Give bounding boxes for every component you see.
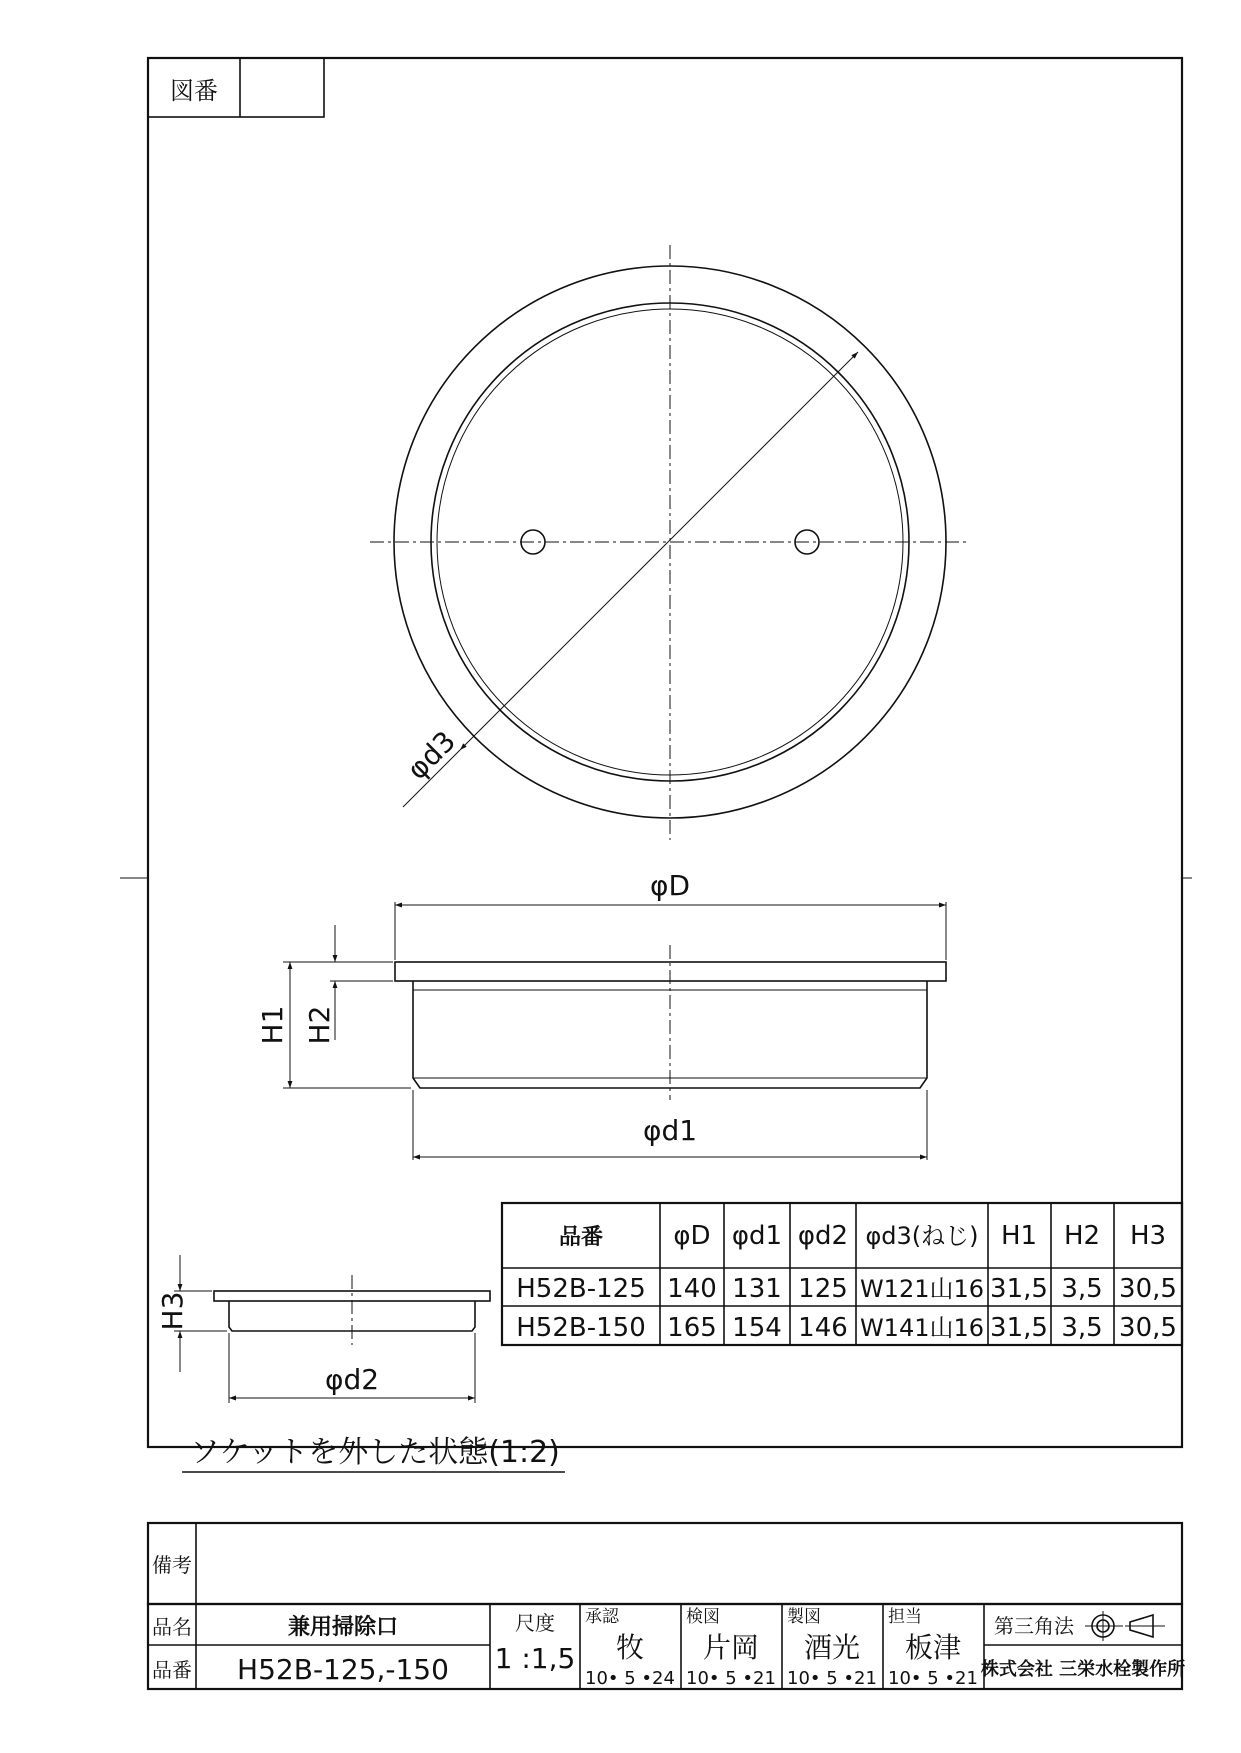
check-label: 検図	[686, 1607, 720, 1627]
cell-H2: 3,5	[1061, 1313, 1103, 1343]
charge-label: 担当	[888, 1607, 922, 1627]
cell-d2: 146	[798, 1313, 848, 1343]
part-number: H52B-125,-150	[237, 1653, 449, 1686]
title-block	[148, 1604, 1185, 1689]
cell-d2: 125	[798, 1274, 848, 1304]
cell-part-no: H52B-150	[516, 1313, 646, 1343]
scale-label: 尺度	[515, 1611, 555, 1635]
H2-dimension-label: H2	[303, 1005, 336, 1045]
cell-d1: 154	[732, 1313, 782, 1343]
part-label: 品番	[152, 1658, 192, 1682]
projection-label: 第三角法	[994, 1614, 1074, 1638]
product-name: 兼用掃除口	[287, 1615, 399, 1640]
header-H2: H2	[1063, 1221, 1101, 1251]
approval-name: 牧	[615, 1631, 645, 1664]
cell-d3: W141山16	[859, 1314, 985, 1342]
remarks-box	[148, 1523, 1182, 1604]
header-d1: φd1	[731, 1221, 783, 1251]
elevation-view	[256, 869, 946, 1160]
remarks-border	[148, 1523, 1182, 1604]
drawn-name: 酒光	[803, 1631, 861, 1664]
table-row	[516, 1274, 1177, 1304]
check-date: 10• 5 •21	[686, 1668, 776, 1689]
charge-name: 板津	[904, 1631, 962, 1664]
plan-view	[370, 245, 970, 840]
H1-dimension-label: H1	[256, 1005, 289, 1045]
company-name: 株式会社 三栄水栓製作所	[980, 1659, 1186, 1680]
scale-value: 1 :1,5	[494, 1642, 576, 1675]
header-D: φD	[673, 1221, 711, 1251]
approval-date: 10• 5 •24	[585, 1668, 675, 1689]
cell-d1: 131	[732, 1274, 782, 1304]
drawing-number-label: 図番	[170, 77, 218, 105]
d1-dimension-label: φd1	[642, 1114, 698, 1147]
header-H1: H1	[1000, 1221, 1038, 1251]
header-d2: φd2	[797, 1221, 849, 1251]
drawn-label: 製図	[787, 1607, 821, 1627]
third-angle-projection-icon	[1085, 1611, 1165, 1641]
charge-date: 10• 5 •21	[888, 1668, 978, 1689]
cell-D: 140	[667, 1274, 717, 1304]
cell-D: 165	[667, 1313, 717, 1343]
cell-H1: 31,5	[990, 1313, 1048, 1343]
table-row	[516, 1313, 1177, 1343]
drawing-number-box	[148, 58, 324, 117]
drawn-date: 10• 5 •21	[787, 1668, 877, 1689]
header-H3: H3	[1129, 1221, 1167, 1251]
name-label: 品名	[152, 1615, 192, 1639]
remarks-label: 備考	[152, 1553, 192, 1577]
spec-table	[502, 1203, 1182, 1345]
approval-label: 承認	[585, 1607, 619, 1627]
cell-part-no: H52B-125	[516, 1274, 646, 1304]
header-d3: φd3(ねじ)	[865, 1222, 979, 1250]
H3-dimension-label: H3	[156, 1291, 189, 1331]
cell-H3: 30,5	[1119, 1274, 1177, 1304]
d3-dimension-label: φd3	[400, 724, 463, 787]
cell-d3: W121山16	[859, 1275, 985, 1303]
socket-caption: ソケットを外した状態(1:2)	[190, 1435, 560, 1470]
check-name: 片岡	[702, 1631, 760, 1664]
cell-H3: 30,5	[1119, 1313, 1177, 1343]
cell-H1: 31,5	[990, 1274, 1048, 1304]
D-dimension-label: φD	[649, 869, 691, 902]
d2-dimension-label: φd2	[324, 1363, 380, 1396]
header-part-no: 品番	[558, 1225, 604, 1250]
cell-H2: 3,5	[1061, 1274, 1103, 1304]
socket-removed-view	[156, 1255, 565, 1472]
